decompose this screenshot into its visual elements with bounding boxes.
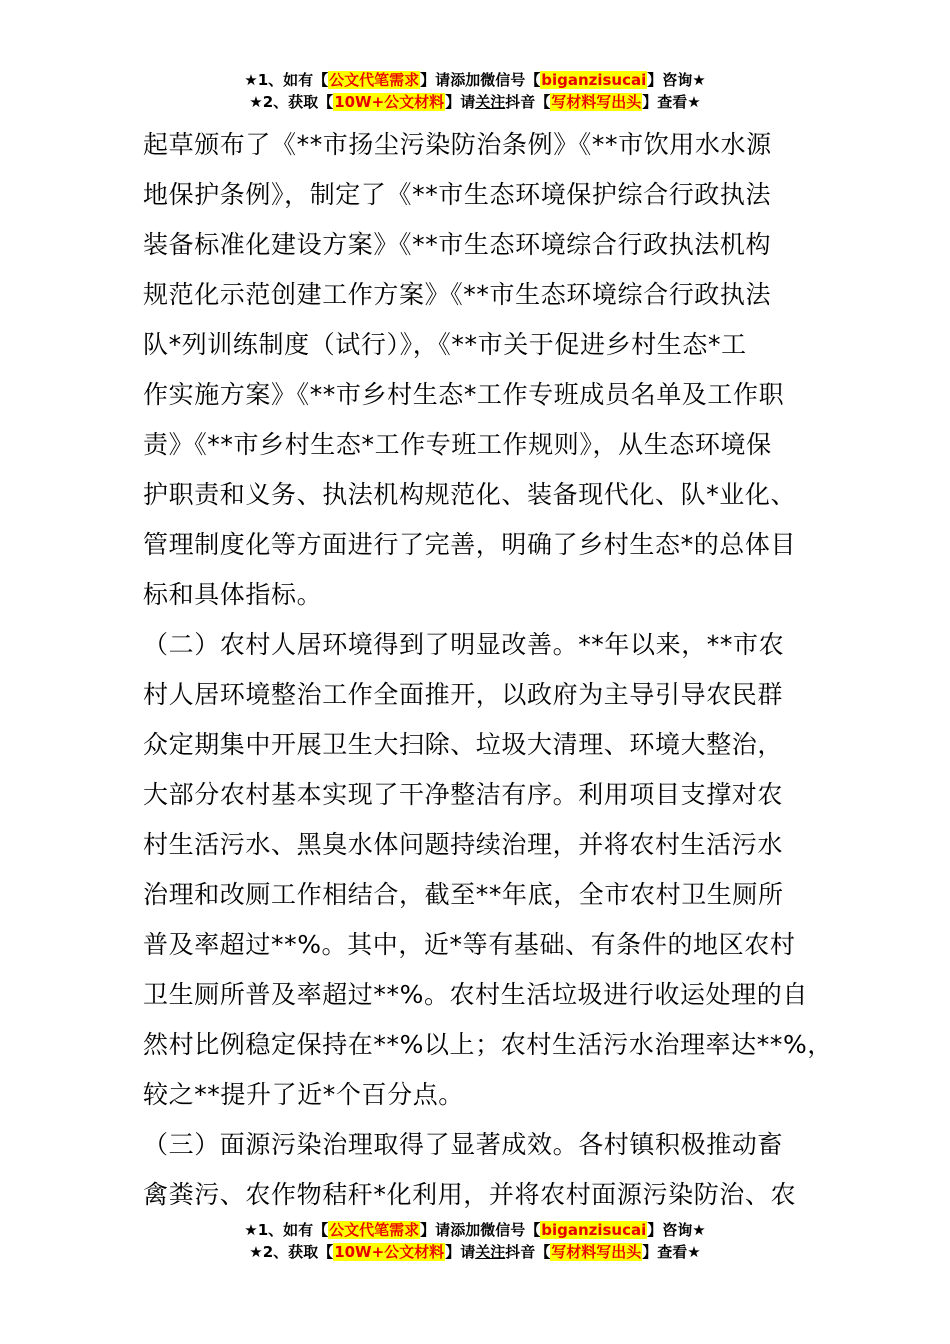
body-line: 治理和改厕工作相结合，截至**年底，全市农村卫生厕所 (143, 880, 784, 909)
header-highlight-ghostwriting: 公文代笔需求 (329, 71, 420, 89)
footer-line-1-suffix: 】咨询★ (647, 1221, 706, 1239)
header-highlight-wechat-id: biganzisucai (541, 71, 647, 89)
body-line: 标和具体指标。 (143, 580, 323, 609)
footer-banner (0, 1219, 950, 1263)
footer-line-1-emph: 添加 (450, 1221, 481, 1239)
footer-line-2-mid2: 抖音【 (505, 1243, 551, 1261)
body-line: 众定期集中开展卫生大扫除、垃圾大清理、环境大整治， (143, 730, 784, 759)
body-line: 然村比例稳定保持在**%以上；农村生活污水治理率达**%， (143, 1030, 833, 1059)
header-line-2-emph: 关注 (475, 93, 506, 111)
header-line-2-suffix: 】查看★ (642, 93, 701, 111)
header-line-2-mid2: 抖音【 (505, 93, 551, 111)
body-line: 起草颁布了《**市扬尘污染防治条例》《**市饮用水水源 (143, 130, 772, 159)
footer-line-2 (0, 1241, 950, 1263)
body-line: 普及率超过**%。其中，近*等有基础、有条件的地区农村 (143, 930, 796, 959)
section-heading-line: （三）面源污染治理取得了显著成效。各村镇积极推动畜 (143, 1130, 784, 1159)
footer-highlight-ghostwriting: 公文代笔需求 (329, 1221, 420, 1239)
header-banner (0, 69, 950, 113)
footer-highlight-douyin: 写材料写出头 (551, 1243, 642, 1261)
footer-line-1-prefix: ★1、如有【 (244, 1221, 329, 1239)
body-line: 卫生厕所普及率超过**%。农村生活垃圾进行收运处理的自 (143, 980, 808, 1009)
header-line-1-mid: 】请 (420, 71, 451, 89)
footer-line-1-mid2: 微信号【 (480, 1221, 541, 1239)
body-line: 作实施方案》《**市乡村生态*工作专班成员名单及工作职 (143, 380, 785, 409)
body-line: 地保护条例》，制定了《**市生态环境保护综合行政执法 (143, 180, 772, 209)
body-line: 管理制度化等方面进行了完善，明确了乡村生态*的总体目 (143, 530, 797, 559)
body-line: 禽粪污、农作物秸秆*化利用，并将农村面源污染防治、农 (143, 1180, 797, 1209)
body-line: 队*列训练制度（试行）》，《**市关于促进乡村生态*工 (143, 330, 747, 359)
footer-line-1 (0, 1219, 950, 1241)
body-line: 较之**提升了近*个百分点。 (143, 1080, 464, 1109)
body-line: 护职责和义务、执法机构规范化、装备现代化、队*业化、 (143, 480, 797, 509)
body-line: 大部分农村基本实现了干净整洁有序。利用项目支撑对农 (143, 780, 784, 809)
header-highlight-douyin: 写材料写出头 (551, 93, 642, 111)
header-highlight-materials: 10W+公文材料 (334, 93, 445, 111)
header-line-1-suffix: 】咨询★ (647, 71, 706, 89)
header-line-2-mid: 】请 (445, 93, 476, 111)
header-line-1-mid2: 微信号【 (480, 71, 541, 89)
body-line: 村生活污水、黑臭水体问题持续治理，并将农村生活污水 (143, 830, 784, 859)
footer-line-2-emph: 关注 (475, 1243, 506, 1261)
footer-highlight-materials: 10W+公文材料 (334, 1243, 445, 1261)
footer-highlight-wechat-id: biganzisucai (541, 1221, 647, 1239)
footer-line-2-prefix: ★2、获取【 (249, 1243, 334, 1261)
header-line-1-prefix: ★1、如有【 (244, 71, 329, 89)
body-line: 责》《**市乡村生态*工作专班工作规则》，从生态环境保 (143, 430, 772, 459)
document-body (143, 120, 833, 1220)
footer-line-2-mid: 】请 (445, 1243, 476, 1261)
header-line-1 (0, 69, 950, 91)
body-line: 装备标准化建设方案》《**市生态环境综合行政执法机构 (143, 230, 772, 259)
header-line-2 (0, 91, 950, 113)
header-line-1-emph: 添加 (450, 71, 481, 89)
footer-line-1-mid: 】请 (420, 1221, 451, 1239)
header-line-2-prefix: ★2、获取【 (249, 93, 334, 111)
body-line: 村人居环境整治工作全面推开，以政府为主导引导农民群 (143, 680, 784, 709)
footer-line-2-suffix: 】查看★ (642, 1243, 701, 1261)
section-heading-line: （二）农村人居环境得到了明显改善。**年以来，**市农 (143, 630, 785, 659)
body-line: 规范化示范创建工作方案》《**市生态环境综合行政执法 (143, 280, 772, 309)
